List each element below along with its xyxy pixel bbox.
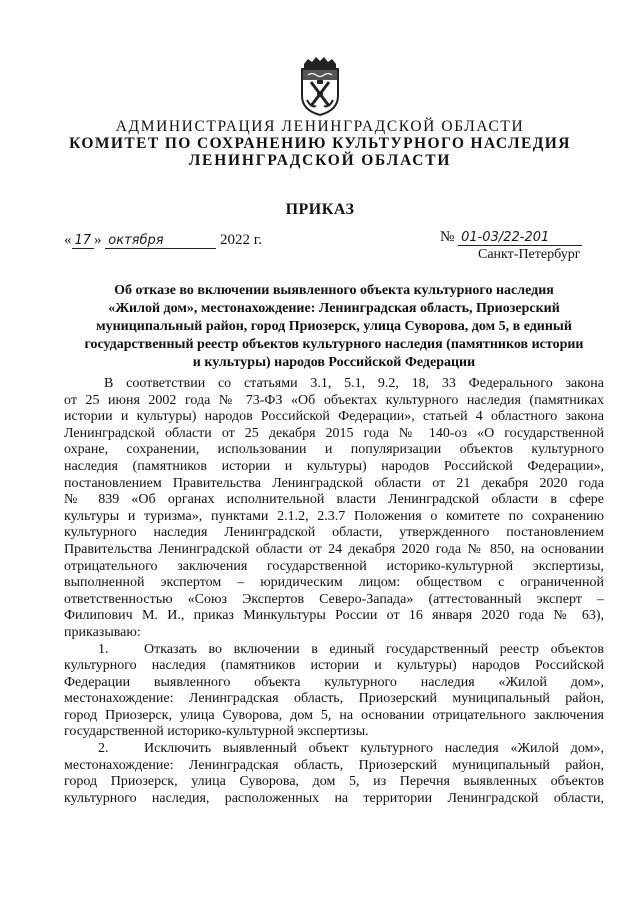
date-year: 2022 г.: [220, 232, 263, 248]
order-title: ПРИКАЗ: [285, 201, 355, 218]
body-line: выполненной экспертом – юридическим лицом: обществом с ограниченной: [64, 575, 604, 591]
body-line: отрицательного заключения государственной историко-культурной экспертизы,: [64, 558, 604, 574]
subject-line: и культуры) народов Российской Федерации: [192, 355, 476, 370]
body-line: местонахождение: Ленинградская область, Приозерский муниципальный район,: [64, 757, 604, 773]
body-line: наследия (памятников истории и культуры) народов Российской Федерации»,: [64, 458, 604, 474]
body-line: государственной историко-культурной экспертизы.: [64, 724, 369, 740]
org-line-committee: КОМИТЕТ ПО СОХРАНЕНИЮ КУЛЬТУРНОГО НАСЛЕДИЯ: [69, 135, 571, 152]
body-line: Правительства Ленинградской области от 24 декабря 2020 года № 850, на основании: [64, 541, 604, 557]
number-label: №: [440, 229, 455, 245]
order-date: [64, 232, 262, 249]
body-line: приказываю:: [64, 624, 141, 640]
coat-of-arms-icon: [298, 56, 342, 116]
item-1-number: 1.: [98, 641, 109, 657]
number-value: 01-03/22-201: [458, 230, 582, 246]
order-subject: [64, 282, 604, 372]
body-line: постановлением Правительства Ленинградской области от 21 декабря 2020 года: [64, 475, 604, 491]
body-line: охране, сохранении, использовании и популяризации объектов культурного: [64, 442, 604, 458]
order-body: [64, 376, 604, 807]
date-month: октября: [105, 233, 216, 249]
body-line: Ленинградской области от 25 декабря 2015 года № 140-оз «О государственной: [64, 425, 604, 441]
order-city: Санкт-Петербург: [478, 247, 581, 262]
body-line: № 839 «Об органах исполнительной власти Ленинградской области в сфере: [64, 492, 604, 508]
subject-line: «Жилой дом», местонахождение: Ленинградская область, Приозерский: [108, 301, 560, 316]
order-number: [440, 229, 582, 246]
org-line-administration: АДМИНИСТРАЦИЯ ЛЕНИНГРАДСКОЙ ОБЛАСТИ: [115, 118, 525, 135]
date-open-quote: «: [64, 232, 72, 248]
item-2-number: 2.: [98, 741, 109, 757]
body-line: местонахождение: Ленинградская область, Приозерский муниципальный район,: [64, 691, 604, 707]
org-line-region: ЛЕНИНГРАДСКОЙ ОБЛАСТИ: [188, 152, 452, 169]
date-day: 17: [72, 233, 95, 249]
item-2-first-line: [64, 741, 604, 758]
item-1-text: Отказать во включении в единый государственный реестр объектов: [144, 641, 604, 657]
subject-line: Об отказе во включении выявленного объекта культурного наследия: [114, 283, 554, 298]
body-line: культурного наследия Ленинградской области, утвержденного постановлением: [64, 525, 604, 541]
body-line: истории и культуры) народов Российской Федерации», статьей 4 областного закона: [64, 409, 604, 425]
body-line: культуры и туризма», пунктами 2.1.2, 2.3.7 Положения о комитете по сохранению: [64, 508, 604, 524]
subject-line: муниципальный район, город Приозерск, улица Суворова, дом 5, в единый: [96, 319, 572, 334]
date-close-quote: »: [94, 232, 102, 248]
body-line: город Приозерск, улица Суворова, дом 5, на основании отрицательного заключения: [64, 707, 604, 723]
body-line: от 25 июня 2002 года № 73-ФЗ «Об объектах культурного наследия (памятниках: [64, 392, 604, 408]
item-1-first-line: [64, 642, 604, 659]
body-line: город Приозерск, улица Суворова, дом 5, из Перечня выявленных объектов: [64, 774, 604, 790]
body-line: культурного наследия (памятников истории и культуры) народов Российской: [64, 658, 604, 674]
subject-line: государственный реестр объектов культурного наследия (памятников истории: [84, 337, 584, 352]
item-2-text: Исключить выявленный объект культурного наследия «Жилой дом»,: [144, 741, 604, 757]
body-line: Федерации выявленного объекта культурного наследия «Жилой дом»,: [64, 674, 604, 690]
body-line: Филипович М. И., приказ Минкультуры России от 16 января 2020 года № 63),: [64, 608, 604, 624]
body-line: культурного наследия, расположенных на территории Ленинградской области,: [64, 790, 604, 806]
body-line: ответственностью «Союз Экспертов Северо-Запада» (аттестованный эксперт –: [64, 591, 604, 607]
body-line: В соответствии со статьями 3.1, 5.1, 9.2, 18, 33 Федерального закона: [104, 376, 604, 391]
